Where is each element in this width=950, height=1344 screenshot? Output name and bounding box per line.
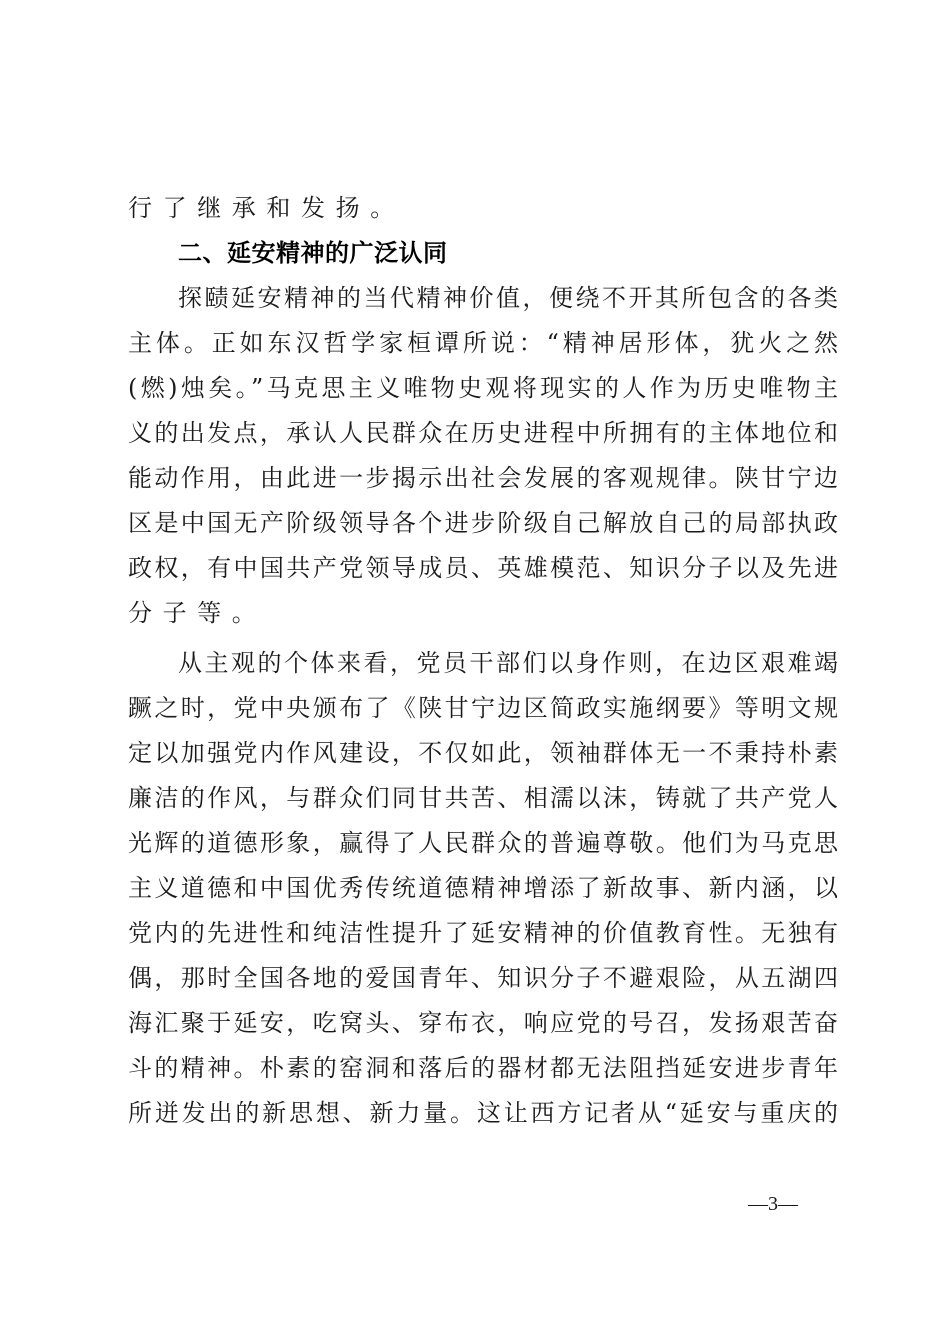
paragraph-line: 政权，有中国共产党领导成员、英雄模范、知识分子以及先进: [128, 554, 841, 582]
paragraph-line: 义的出发点，承认人民群众在历史进程中所拥有的主体地位和: [128, 419, 841, 447]
paragraph-line: 光辉的道德形象，赢得了人民群众的普遍尊敬。他们为马克思: [128, 829, 841, 857]
paragraph-line: 海汇聚于延安，吃窝头、穿布衣，响应党的号召，发扬艰苦奋: [128, 1009, 841, 1037]
page-number: —3—: [748, 1193, 798, 1215]
paragraph-line: (燃)烛矣。”马克思主义唯物史观将现实的人作为历史唯物主: [128, 374, 842, 402]
paragraph-line: 所迸发出的新思想、新力量。这让西方记者从“延安与重庆的: [128, 1099, 841, 1127]
paragraph-line: 主体。正如东汉哲学家桓谭所说：“精神居形体，犹火之然: [128, 329, 842, 357]
paragraph-line: 行了继承和发扬。: [128, 194, 405, 222]
paragraph-line: 蹶之时，党中央颁布了《陕甘宁边区简政实施纲要》等明文规: [128, 694, 841, 722]
paragraph-line: 廉洁的作风，与群众们同甘共苦、相濡以沫，铸就了共产党人: [128, 784, 841, 812]
paragraph-line: 从主观的个体来看，党员干部们以身作则，在边区艰难竭: [178, 649, 841, 677]
paragraph-line: 区是中国无产阶级领导各个进步阶级自己解放自己的局部执政: [128, 509, 841, 537]
paragraph-line: 能动作用，由此进一步揭示出社会发展的客观规律。陕甘宁边: [128, 464, 841, 492]
paragraph-line: 党内的先进性和纯洁性提升了延安精神的价值教育性。无独有: [128, 919, 841, 947]
paragraph-line: 主义道德和中国优秀传统道德精神增添了新故事、新内涵，以: [128, 874, 841, 902]
paragraph-line: 分子等。: [128, 599, 267, 627]
paragraph-line: 偶，那时全国各地的爱国青年、知识分子不避艰险，从五湖四: [128, 964, 841, 992]
paragraph-line: 定以加强党内作风建设，不仅如此，领袖群体无一不秉持朴素: [128, 739, 841, 767]
section-heading: 二、延安精神的广泛认同: [178, 239, 448, 267]
paragraph-line: 斗的精神。朴素的窑洞和落后的器材都无法阻挡延安进步青年: [128, 1054, 841, 1082]
paragraph-line: 探赜延安精神的当代精神价值，便绕不开其所包含的各类: [178, 284, 841, 312]
